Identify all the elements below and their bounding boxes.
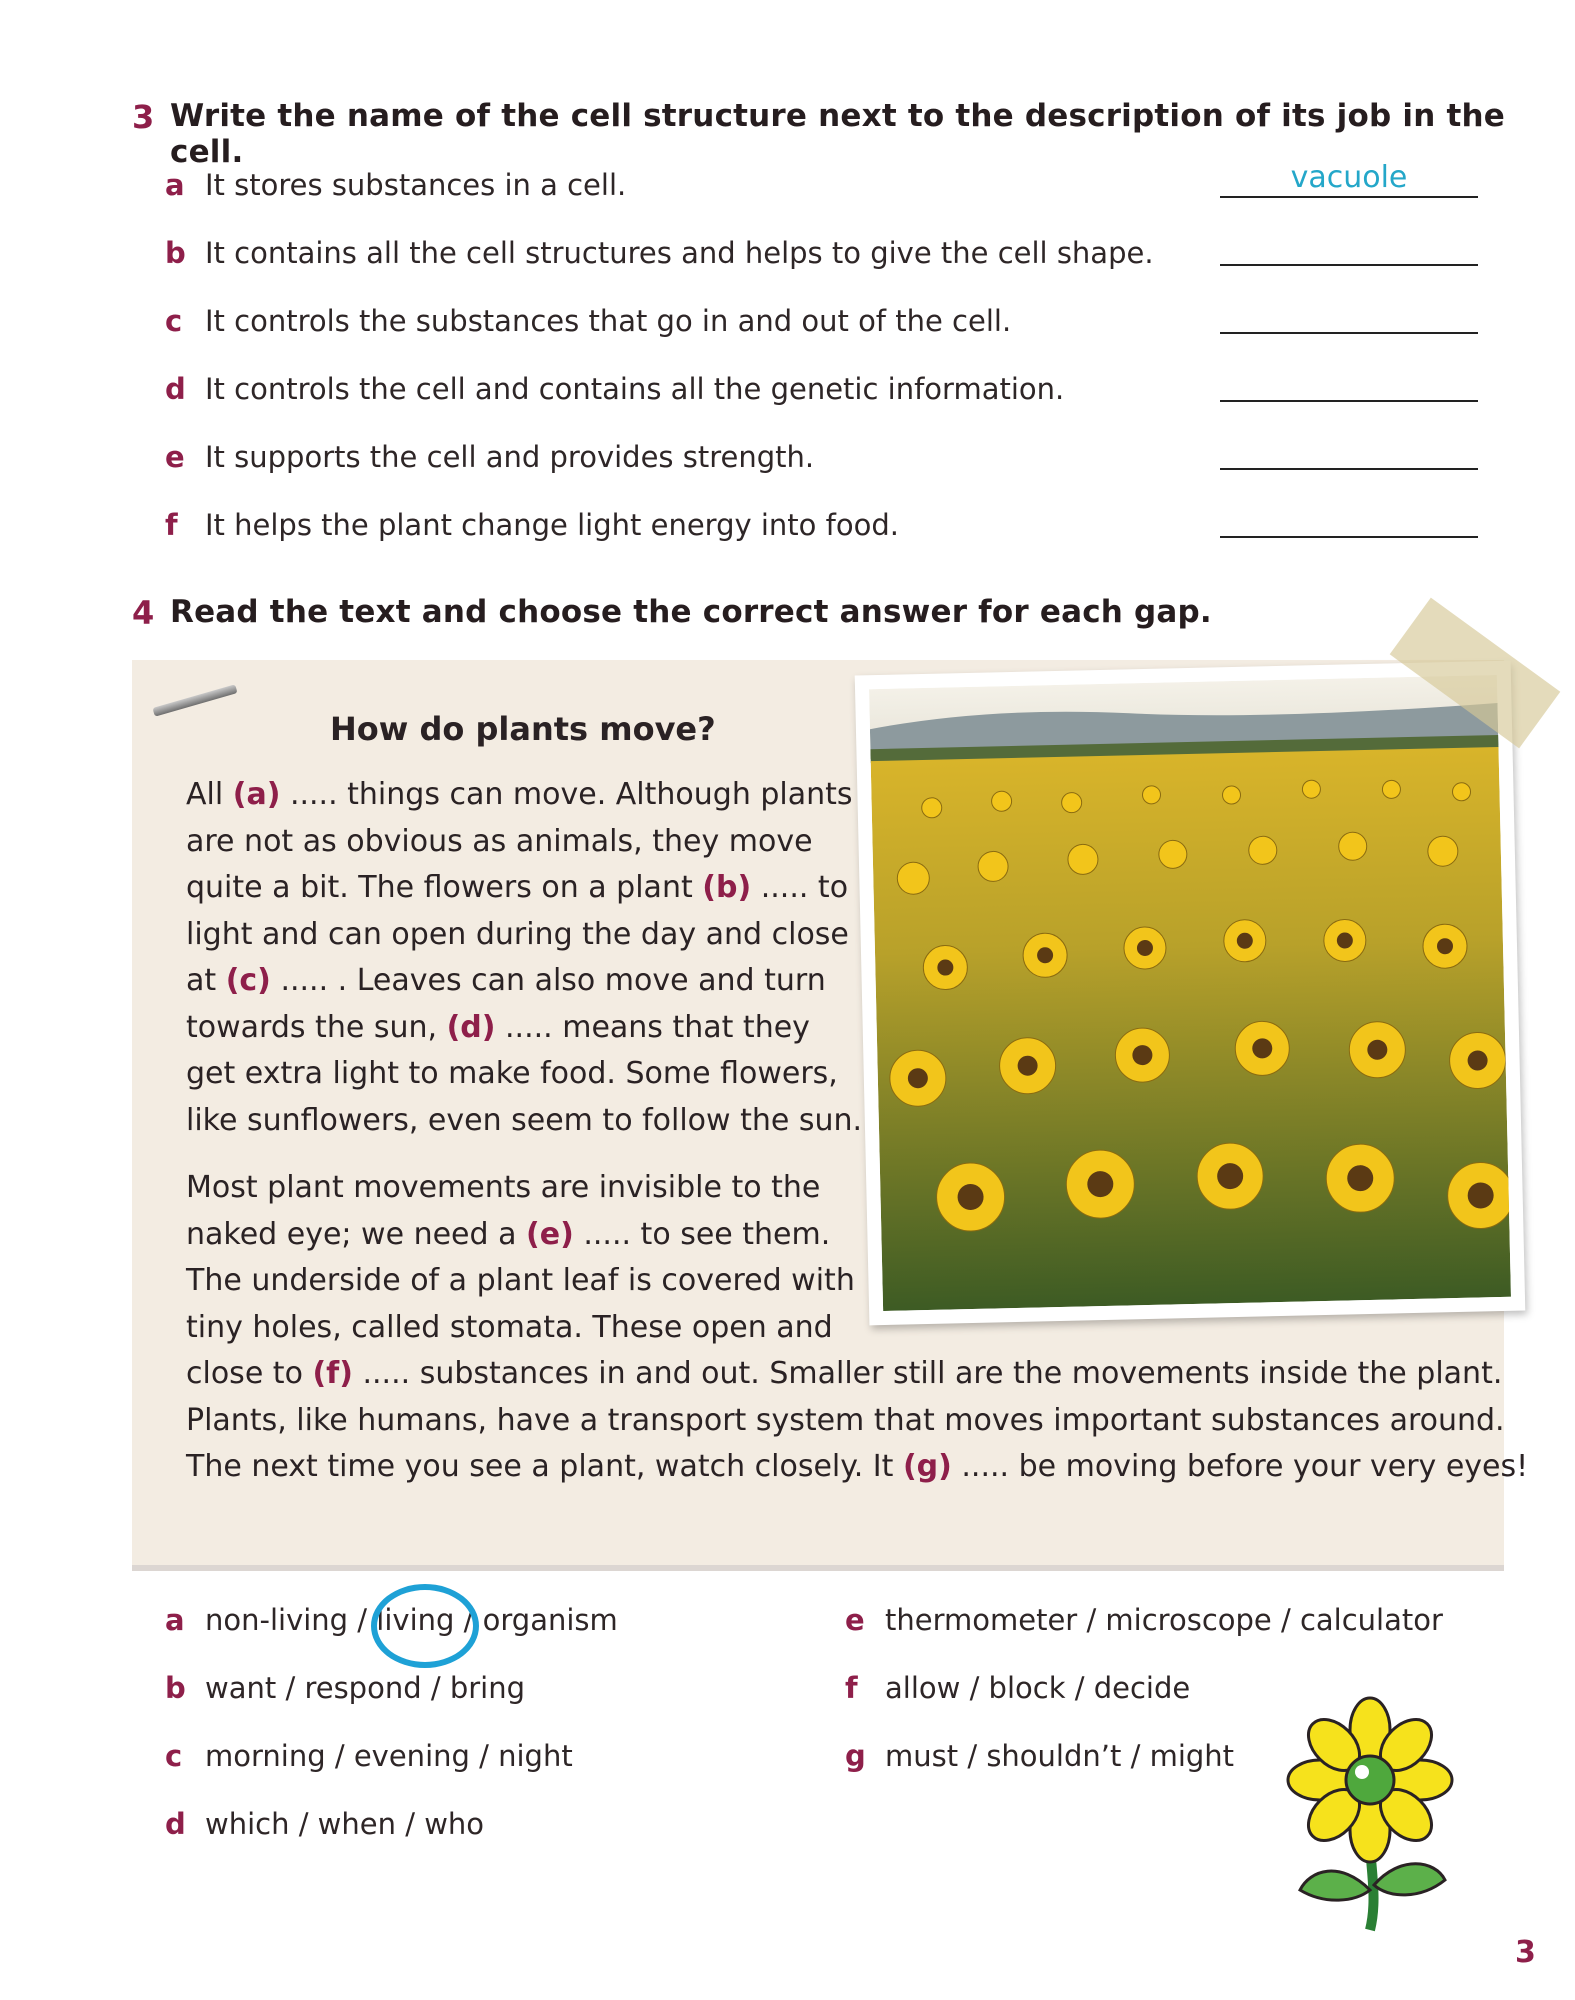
q3-item-b <box>165 236 1154 270</box>
story-line: Most plant movements are invisible to the <box>186 1170 821 1205</box>
item-text: It contains all the cell structures and helps to give the cell shape. <box>205 236 1154 270</box>
answer-line-f[interactable] <box>1220 500 1478 538</box>
choice-b[interactable] <box>165 1671 525 1705</box>
answer-line-e[interactable] <box>1220 432 1478 470</box>
flower-icon <box>1270 1690 1470 1940</box>
story-line: quite a bit. The flowers on a plant (b) ..... to <box>186 870 849 905</box>
gap-marker: (d) <box>446 1009 496 1045</box>
choice-c[interactable] <box>165 1739 573 1773</box>
q3-title: Write the name of the cell structure next to the description of its job in the cell. <box>170 98 1505 170</box>
answer-line-c[interactable] <box>1220 296 1478 334</box>
choice-letter: b <box>165 1671 186 1705</box>
item-letter: d <box>165 372 186 406</box>
item-letter: f <box>165 508 178 542</box>
story-line: Plants, like humans, have a transport system that moves important substances around. <box>186 1402 1505 1438</box>
story-line: are not as obvious as animals, they move <box>186 823 813 859</box>
gap-marker: (a) <box>232 777 281 812</box>
choice-options[interactable]: which / when / who <box>205 1807 485 1841</box>
gap-marker: (f) <box>312 1356 353 1391</box>
choice-options[interactable]: must / shouldn’t / might <box>885 1739 1235 1773</box>
item-text: It controls the cell and contains all the genetic information. <box>205 372 1065 406</box>
q3-item-e <box>165 440 814 474</box>
story-line: naked eye; we need a (e) ..... to see them. <box>186 1216 831 1252</box>
story-paragraph-1 <box>186 772 862 1144</box>
q3-item-c <box>165 304 1011 338</box>
choice-options[interactable]: morning / evening / night <box>205 1739 573 1773</box>
choice-letter: d <box>165 1807 186 1841</box>
story-line: close to (f) ..... substances in and out. Smaller still are the movements inside the plant. <box>186 1356 1503 1391</box>
choice-options[interactable]: want / respond / bring <box>205 1671 526 1705</box>
choice-f[interactable] <box>845 1671 1190 1705</box>
item-letter: c <box>165 304 183 338</box>
choice-letter: e <box>845 1603 865 1637</box>
story-line: at (c) ..... . Leaves can also move and turn <box>186 963 826 998</box>
q4-title: Read the text and choose the correct answer for each gap. <box>170 594 1212 630</box>
item-letter: b <box>165 236 186 270</box>
gap-marker: (g) <box>902 1449 952 1484</box>
story-paragraph-2 <box>186 1165 1528 1491</box>
answer-line-a[interactable] <box>1220 160 1478 198</box>
story-line: tiny holes, called stomata. These open and <box>186 1309 833 1345</box>
item-text: It supports the cell and provides strength. <box>205 440 815 474</box>
q3-item-a <box>165 168 626 202</box>
gap-marker: (e) <box>526 1216 574 1252</box>
choice-options[interactable]: thermometer / microscope / calculator <box>885 1603 1443 1637</box>
story-line: The next time you see a plant, watch closely. It (g) ..... be moving before your very eyes! <box>186 1449 1529 1484</box>
story-line: towards the sun, (d) ..... means that they <box>186 1009 810 1045</box>
q3-item-d <box>165 372 1064 406</box>
q3-item-f <box>165 508 899 542</box>
item-text: It stores substances in a cell. <box>205 168 627 202</box>
choice-letter: f <box>845 1671 858 1705</box>
choice-d[interactable] <box>165 1807 484 1841</box>
choice-e[interactable] <box>845 1603 1443 1637</box>
choice-letter: c <box>165 1739 183 1773</box>
answer-a-text: vacuole <box>1290 160 1408 195</box>
story-line: light and can open during the day and close <box>186 916 849 952</box>
q4-number: 4 <box>132 594 155 632</box>
item-letter: a <box>165 168 185 202</box>
item-text: It helps the plant change light energy into food. <box>205 508 899 542</box>
page-number: 3 <box>1515 1935 1536 1970</box>
item-text: It controls the substances that go in and out of the cell. <box>205 304 1012 338</box>
choice-letter: g <box>845 1739 866 1773</box>
item-letter: e <box>165 440 185 474</box>
story-line: The underside of a plant leaf is covered with <box>186 1263 855 1298</box>
choice-options[interactable]: non-living / living / organism <box>205 1603 618 1637</box>
story-line: get extra light to make food. Some flowers, <box>186 1056 838 1091</box>
choice-g[interactable] <box>845 1739 1234 1773</box>
answer-line-d[interactable] <box>1220 364 1478 402</box>
answer-line-b[interactable] <box>1220 228 1478 266</box>
answer-circle-mark <box>371 1584 479 1668</box>
gap-marker: (b) <box>702 870 752 905</box>
story-line: All (a) ..... things can move. Although plants <box>186 777 853 812</box>
q3-number: 3 <box>132 98 155 136</box>
story-line: like sunflowers, even seem to follow the sun. <box>186 1102 863 1138</box>
choice-letter: a <box>165 1603 185 1637</box>
gap-marker: (c) <box>225 963 271 998</box>
story-title: How do plants move? <box>330 710 716 748</box>
choice-options[interactable]: allow / block / decide <box>885 1671 1191 1705</box>
